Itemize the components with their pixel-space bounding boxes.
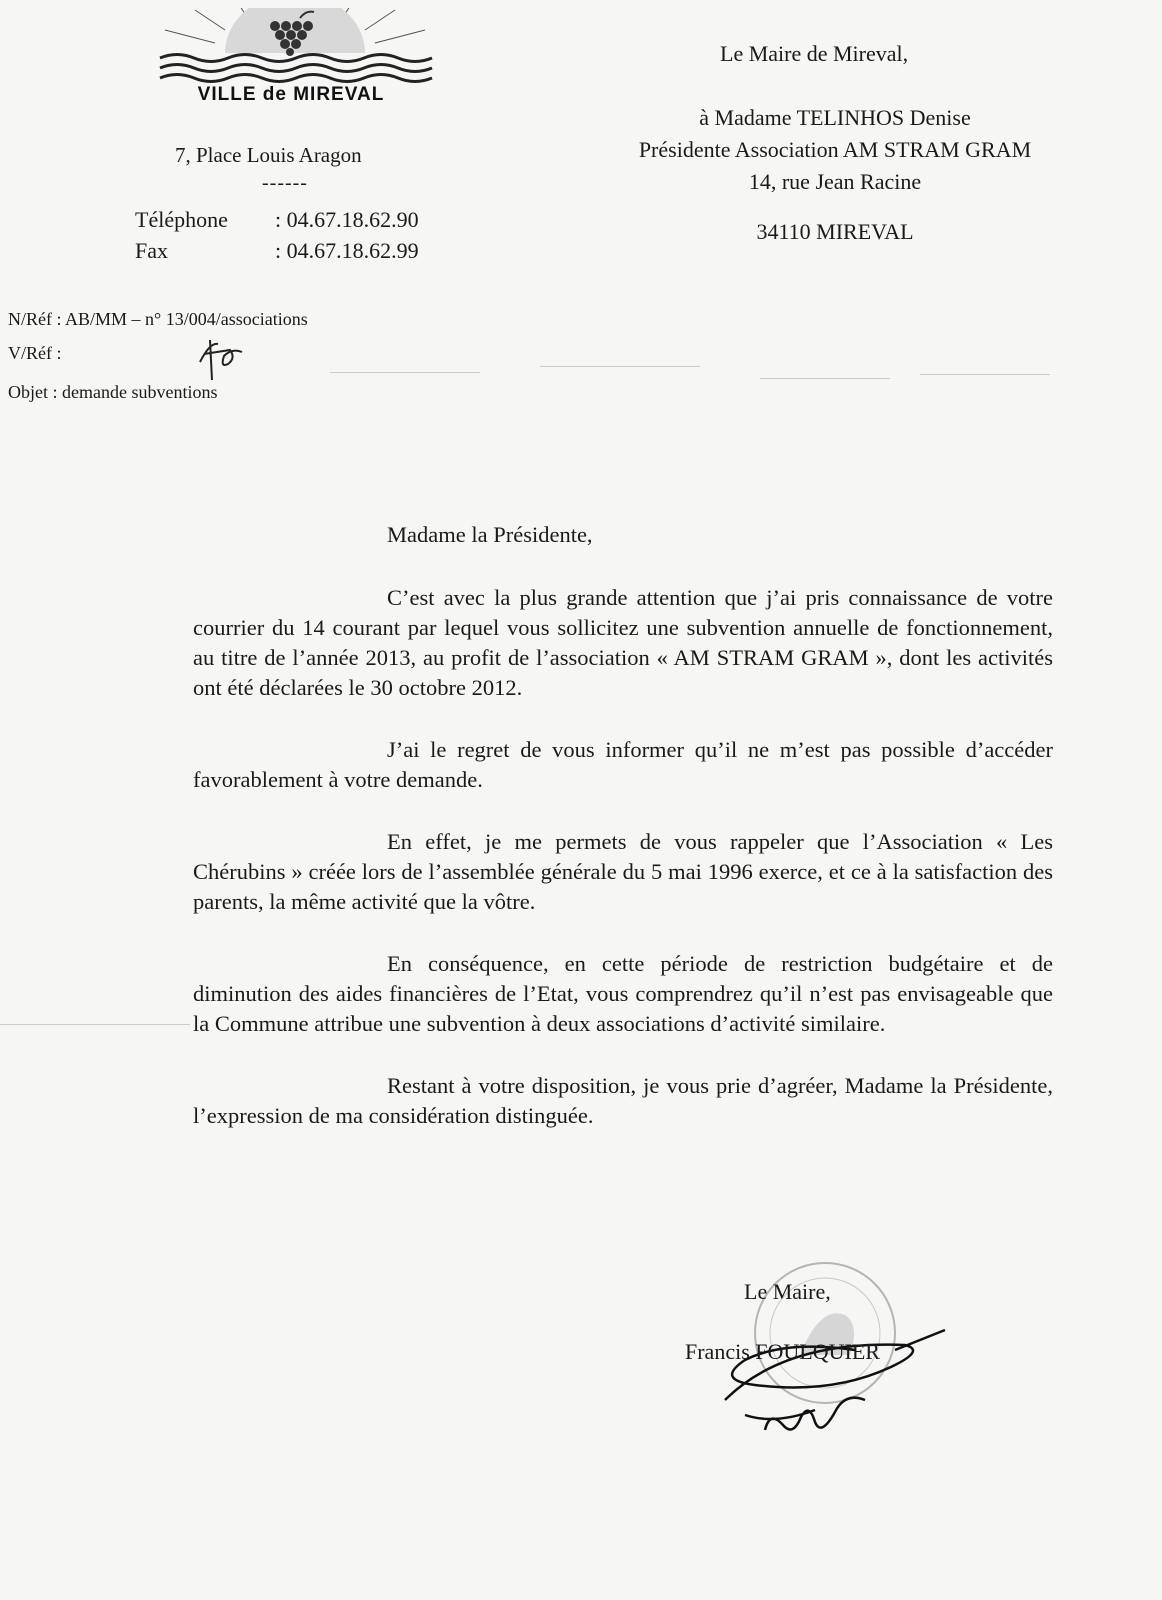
fax-row xyxy=(135,235,419,266)
handwritten-initials xyxy=(190,332,250,384)
recipient-street: 14, rue Jean Racine xyxy=(748,169,922,194)
scan-artifact xyxy=(540,366,700,367)
town-name: VILLE de MIREVAL xyxy=(197,84,385,105)
body-paragraph: En effet, je me permets de vous rappeler que l’Association « Les Chérubins » créée lors de l’assemblée générale du 5 mai 1996 exerce, et ce à la satisfaction des parents, la même activité que la vôtre. xyxy=(193,829,1053,914)
recipient-title: Présidente Association AM STRAM GRAM xyxy=(638,137,1032,162)
fax-number: : 04.67.18.62.99 xyxy=(275,238,419,263)
body-paragraph: Restant à votre disposition, je vous prie d’agréer, Madame la Présidente, l’expression de ma considération distinguée. xyxy=(193,1073,1053,1128)
your-reference: V/Réf : xyxy=(8,343,62,363)
contact-block xyxy=(135,204,419,266)
sender-line: Le Maire de Mireval, xyxy=(720,41,909,66)
recipient-block xyxy=(580,102,1090,248)
references-block xyxy=(8,304,308,412)
signatory-name: Francis FOULQUIER xyxy=(685,1339,880,1364)
waves-icon xyxy=(160,55,432,82)
body-paragraph: J’ai le regret de vous informer qu’il ne m’est pas possible d’accéder favorablement à votre demande. xyxy=(193,737,1053,792)
recipient-name: à Madame TELINHOS Denise xyxy=(699,105,971,130)
phone-row xyxy=(135,204,419,235)
fax-label: Fax xyxy=(135,238,168,263)
scan-artifact xyxy=(0,1024,190,1025)
scan-artifact xyxy=(760,378,890,379)
town-hall-address: 7, Place Louis Aragon xyxy=(175,143,362,167)
body-paragraph: C’est avec la plus grande attention que j’ai pris connaissance de votre courrier du 14 courant par lequel vous sollicitez une subvention annuelle de fonctionnement, au titre de l’année 2013, au profit de l’association « AM STRAM GRAM », dont les activités ont été déclarées le 30 octobre 2012. xyxy=(193,585,1053,700)
scan-artifact xyxy=(920,374,1050,375)
letter-body xyxy=(193,522,1053,1163)
salutation: Madame la Présidente, xyxy=(387,522,593,547)
phone-number: : 04.67.18.62.90 xyxy=(275,207,419,232)
phone-label: Téléphone xyxy=(135,207,228,232)
recipient-city: 34110 MIREVAL xyxy=(756,219,914,244)
body-paragraph: En conséquence, en cette période de restriction budgétaire et de diminution des aides financières de l’Etat, vous comprendrez qu’il n’est pas envisageable que la Commune attribue une subvention à deux associations d’activité similaire. xyxy=(193,951,1053,1036)
subject-line: Objet : demande subventions xyxy=(8,382,218,402)
address-separator: ------ xyxy=(262,172,308,194)
scan-artifact xyxy=(330,372,480,373)
our-reference: N/Réf : AB/MM – n° 13/004/associations xyxy=(8,309,308,329)
signatory-title: Le Maire, xyxy=(744,1279,831,1304)
